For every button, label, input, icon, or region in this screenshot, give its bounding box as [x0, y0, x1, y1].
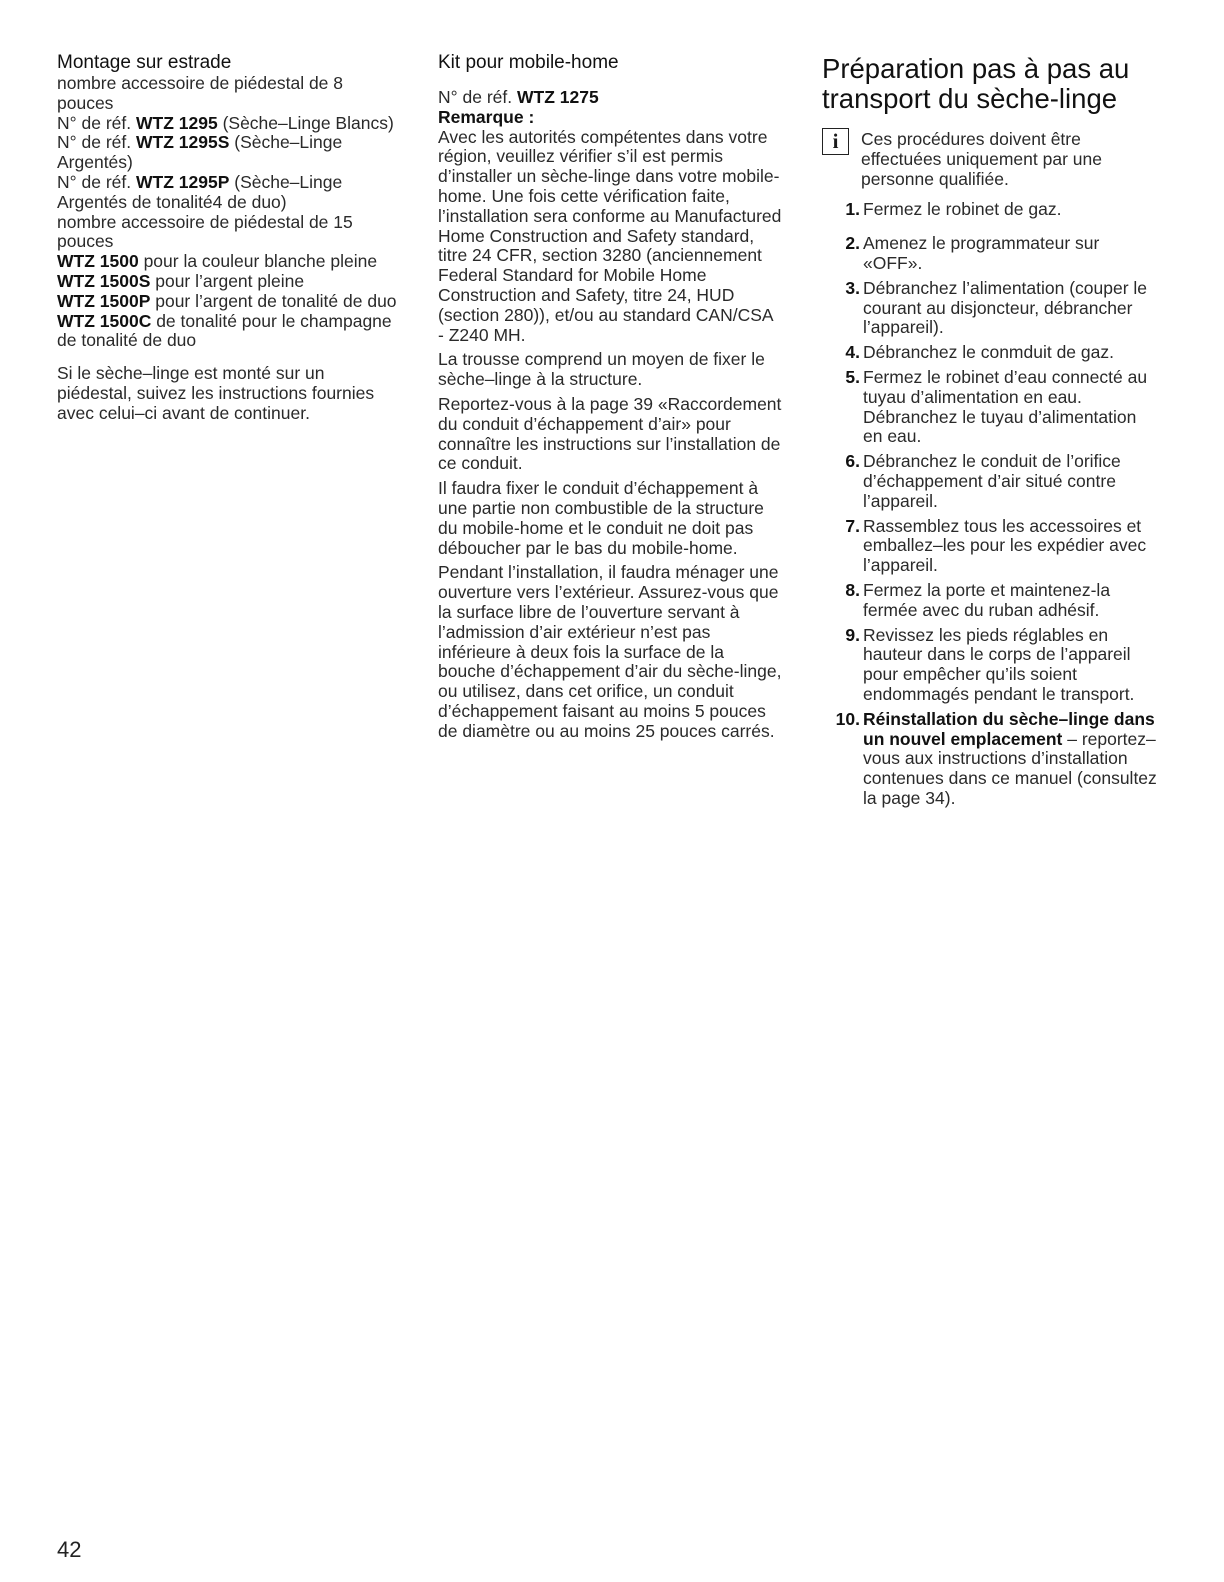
- info-icon: i: [822, 128, 849, 155]
- info-note-text: Ces procédures doivent être effectuées uniquement par une personne qualifiée.: [861, 129, 1102, 189]
- ref-wtz-1275: N° de réf. WTZ 1275: [438, 87, 599, 107]
- section-title-transport: Préparation pas à pas au transport du sèche-linge: [822, 53, 1130, 114]
- info-note: [822, 128, 1167, 189]
- list-item: 9. Revissez les pieds réglables en hauteur dans le corps de l’appareil pour empêcher qu’ils soient endommagés pendant le transport.: [845, 624, 1135, 704]
- remark-label: Remarque :: [438, 106, 535, 127]
- list-item: 5. Fermez le robinet d’eau connecté au tuyau d’alimentation en eau. Débranchez le tuyau d’alimentation en eau.: [845, 366, 1148, 447]
- pedestal-instructions: Si le sèche–linge est monté sur un piédestal, suivez les instructions fournies avec celui–ci avant de continuer.: [57, 363, 375, 423]
- pedestal-8-text: nombre accessoire de piédestal de 8 pouces: [57, 73, 344, 113]
- column-mobile-home: [438, 52, 783, 742]
- mobile-home-paragraph-4: Il faudra fixer le conduit d’échappement à une partie non combustible de la structure du mobile-home et le conduit ne doit pas déboucher par le bas du mobile-home.: [438, 478, 764, 558]
- model-wtz-1500: WTZ 1500 pour la couleur blanche pleine: [57, 251, 378, 272]
- list-item: 3. Débranchez l’alimentation (couper le courant au disjoncteur, débrancher l’appareil).: [845, 277, 1148, 338]
- model-wtz-1500s: WTZ 1500S pour l’argent pleine: [57, 270, 305, 291]
- section-title-pedestal: Montage sur estrade: [57, 52, 232, 73]
- model-wtz-1500c: WTZ 1500C de tonalité pour le champagne de tonalité de duo: [57, 310, 392, 351]
- mobile-home-paragraph-2: La trousse comprend un moyen de fixer le sèche–linge à la structure.: [438, 349, 765, 390]
- list-item: 10. Réinstallation du sèche–linge dans un nouvel emplacement – reportez–vous aux instructions d’installation contenues dans ce manuel (consultez la page 34).: [835, 708, 1157, 808]
- ref-wtz-1295s: N° de réf. WTZ 1295S (Sèche–Linge Argentés): [57, 132, 343, 173]
- ref-wtz-1295p: N° de réf. WTZ 1295P (Sèche–Linge Argentés de tonalité4 de duo): [57, 171, 343, 212]
- ref-wtz-1295: N° de réf. WTZ 1295 (Sèche–Linge Blancs): [57, 112, 394, 133]
- list-item: 7. Rassemblez tous les accessoires et emballez–les pour les expédier avec l’appareil.: [845, 515, 1147, 576]
- list-item: 6. Débranchez le conduit de l’orifice d’échappement d’air situé contre l’appareil.: [845, 451, 1121, 511]
- column-pedestal: [57, 52, 397, 424]
- mobile-home-paragraph-1: Avec les autorités compétentes dans votre région, veuillez vérifier s’il est permis d’installer un sèche-linge dans votre mobile-home. Une fois cette vérification faite, l’installation sera conforme au Manufactured Home Construction and Safety standard, titre 24 CFR, section 3280 (anciennement Federal Standard for Mobile Home Construction and Safety, titre 24, HUD (section 280)), et/ou au standard CAN/CSA - Z240 MH.: [438, 126, 782, 345]
- page-number: 42: [57, 1537, 82, 1562]
- mobile-home-paragraph-3: Reportez-vous à la page 39 «Raccordement du conduit d’échappement d’air» pour connaître les instructions sur l’installation de ce conduit.: [438, 393, 782, 474]
- list-item: 1. Fermez le robinet de gaz.: [845, 199, 1062, 220]
- pedestal-15-text: nombre accessoire de piédestal de 15 pouces: [57, 211, 353, 252]
- model-wtz-1500p: WTZ 1500P pour l’argent de tonalité de duo: [57, 290, 397, 311]
- column-transport: [822, 54, 1167, 814]
- list-item: 4. Débranchez le conmduit de gaz.: [845, 342, 1114, 363]
- transport-steps-list: [822, 200, 1167, 808]
- section-title-mobile-home: Kit pour mobile-home: [438, 52, 619, 73]
- list-item: 2. Amenez le programmateur sur «OFF».: [845, 233, 1100, 273]
- mobile-home-paragraph-5: Pendant l’installation, il faudra ménager une ouverture vers l’extérieur. Assurez-vous que la surface libre de l’ouverture servant à l’admission d’air extérieur n’est pas inférieure à deux fois la surface de la bouche d’échappement d’air du sèche-linge, ou utilisez, dans cet orifice, un conduit d’échappement faisant au moins 5 pouces de diamètre ou au moins 25 pouces carrés.: [438, 562, 782, 741]
- list-item: 8. Fermez la porte et maintenez-la fermée avec du ruban adhésif.: [845, 579, 1111, 620]
